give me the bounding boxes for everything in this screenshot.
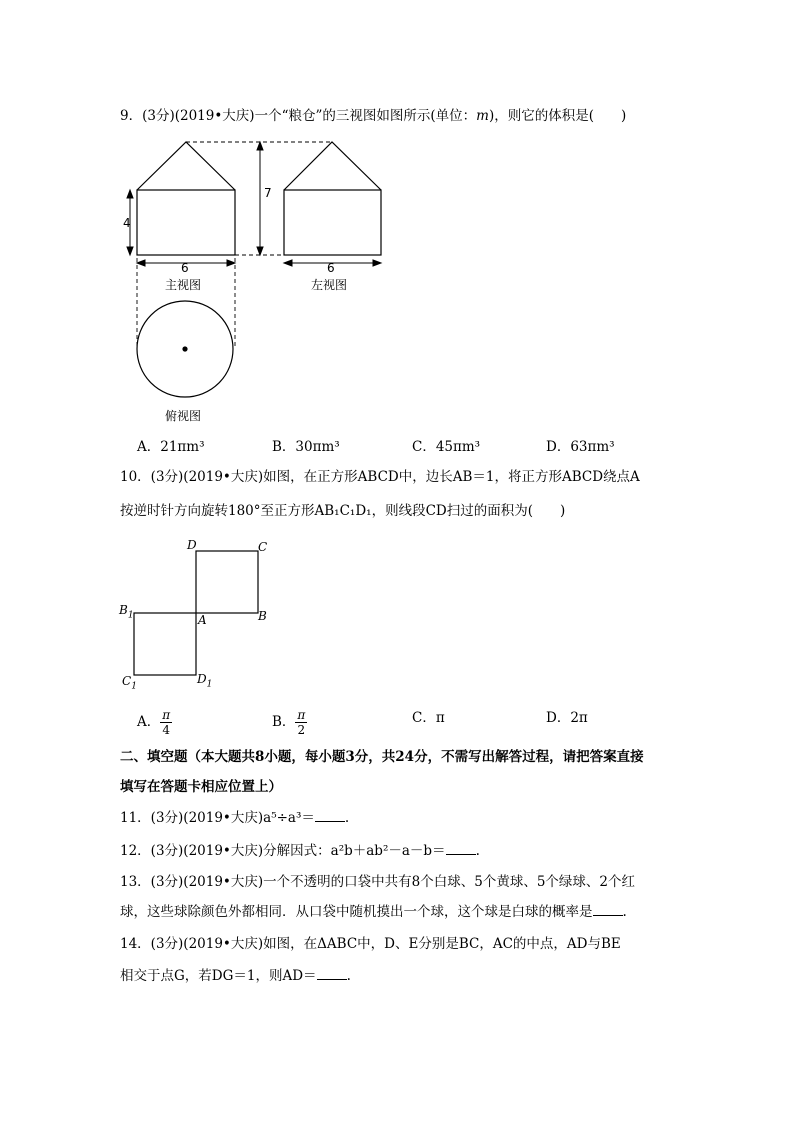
point-label-c: C xyxy=(258,540,268,554)
q9-stem: 9．(3分)(2019•大庆)一个“粮仓”的三视图如图所示(单位：m)，则它的体积是( ) xyxy=(120,108,627,124)
q13-stem-line1: 13．(3分)(2019•大庆)一个不透明的口袋中共有8个白球、5个黄球、5个绿球、2个红 xyxy=(120,874,636,890)
q10-option-d[interactable]: D．2π xyxy=(546,710,588,726)
square-abcd xyxy=(196,551,258,613)
top-view-label: 俯视图 xyxy=(165,409,202,423)
front-view-label: 主视图 xyxy=(165,278,202,292)
front-view-shape xyxy=(137,142,235,255)
point-label-d: D xyxy=(187,538,197,552)
q11-stem: 11．(3分)(2019•大庆)a⁵÷a³＝ . xyxy=(120,810,350,826)
q9-option-a[interactable]: A．21πm³ xyxy=(137,439,205,455)
q12-stem: 12．(3分)(2019•大庆)分解因式：a²b＋ab²－a－b＝ . xyxy=(120,843,480,859)
top-view-center-dot xyxy=(182,346,187,351)
q9-option-d[interactable]: D．63πm³ xyxy=(546,439,615,455)
q10-option-a[interactable]: A． $\frac{\pi}{4}$ xyxy=(137,708,171,737)
q10-option-c[interactable]: C．π xyxy=(412,710,445,726)
point-label-a: A xyxy=(198,613,207,627)
section2-heading-line1: 二、填空题（本大题共8小题，每小题3分，共24分，不需写出解答过程，请把答案直接 xyxy=(120,749,644,765)
q10-stem-line1: 10．(3分)(2019•大庆)如图，在正方形ABCD中，边长AB＝1，将正方形ABCD绕点A xyxy=(120,469,640,485)
q9-option-b[interactable]: B．30πm³ xyxy=(272,439,340,455)
q10-option-b[interactable]: B． $\frac{\pi}{2}$ xyxy=(272,708,306,737)
granary-three-views-figure xyxy=(110,130,410,430)
q9-option-c[interactable]: C．45πm³ xyxy=(412,439,481,455)
dim-label-6-front: 6 xyxy=(181,261,189,275)
q13-answer-blank[interactable] xyxy=(593,903,623,916)
q13-stem-line2: 球，这些球除颜色外都相同．从口袋中随机摸出一个球，这个球是白球的概率是 . xyxy=(120,904,627,920)
square-ab1c1d1 xyxy=(134,613,196,675)
point-label-b: B xyxy=(258,609,267,623)
q10-stem-line2: 按逆时针方向旋转180°至正方形AB₁C₁D₁，则线段CD扫过的面积为( ) xyxy=(120,503,566,519)
q12-answer-blank[interactable] xyxy=(446,842,476,855)
left-view-label: 左视图 xyxy=(311,278,348,292)
dimension-height-7 xyxy=(257,142,263,255)
q14-stem-line2: 相交于点G，若DG＝1，则AD＝ . xyxy=(120,968,351,984)
dim-label-4: 4 xyxy=(123,216,131,230)
point-label-b1: $B_1$ xyxy=(119,603,134,621)
q14-answer-blank[interactable] xyxy=(317,967,347,980)
section2-heading-line2: 填写在答题卡相应位置上） xyxy=(120,779,282,795)
q14-stem-line1: 14．(3分)(2019•大庆)如图，在ΔABC中，D、E分别是BC，AC的中点，AD与BE xyxy=(120,936,621,952)
q11-answer-blank[interactable] xyxy=(315,809,345,822)
dim-label-6-left: 6 xyxy=(327,261,335,275)
left-view-shape xyxy=(284,142,381,255)
point-label-c1: $C_1$ xyxy=(122,674,137,692)
dim-label-7: 7 xyxy=(264,186,272,200)
point-label-d1: $D_1$ xyxy=(197,672,213,690)
